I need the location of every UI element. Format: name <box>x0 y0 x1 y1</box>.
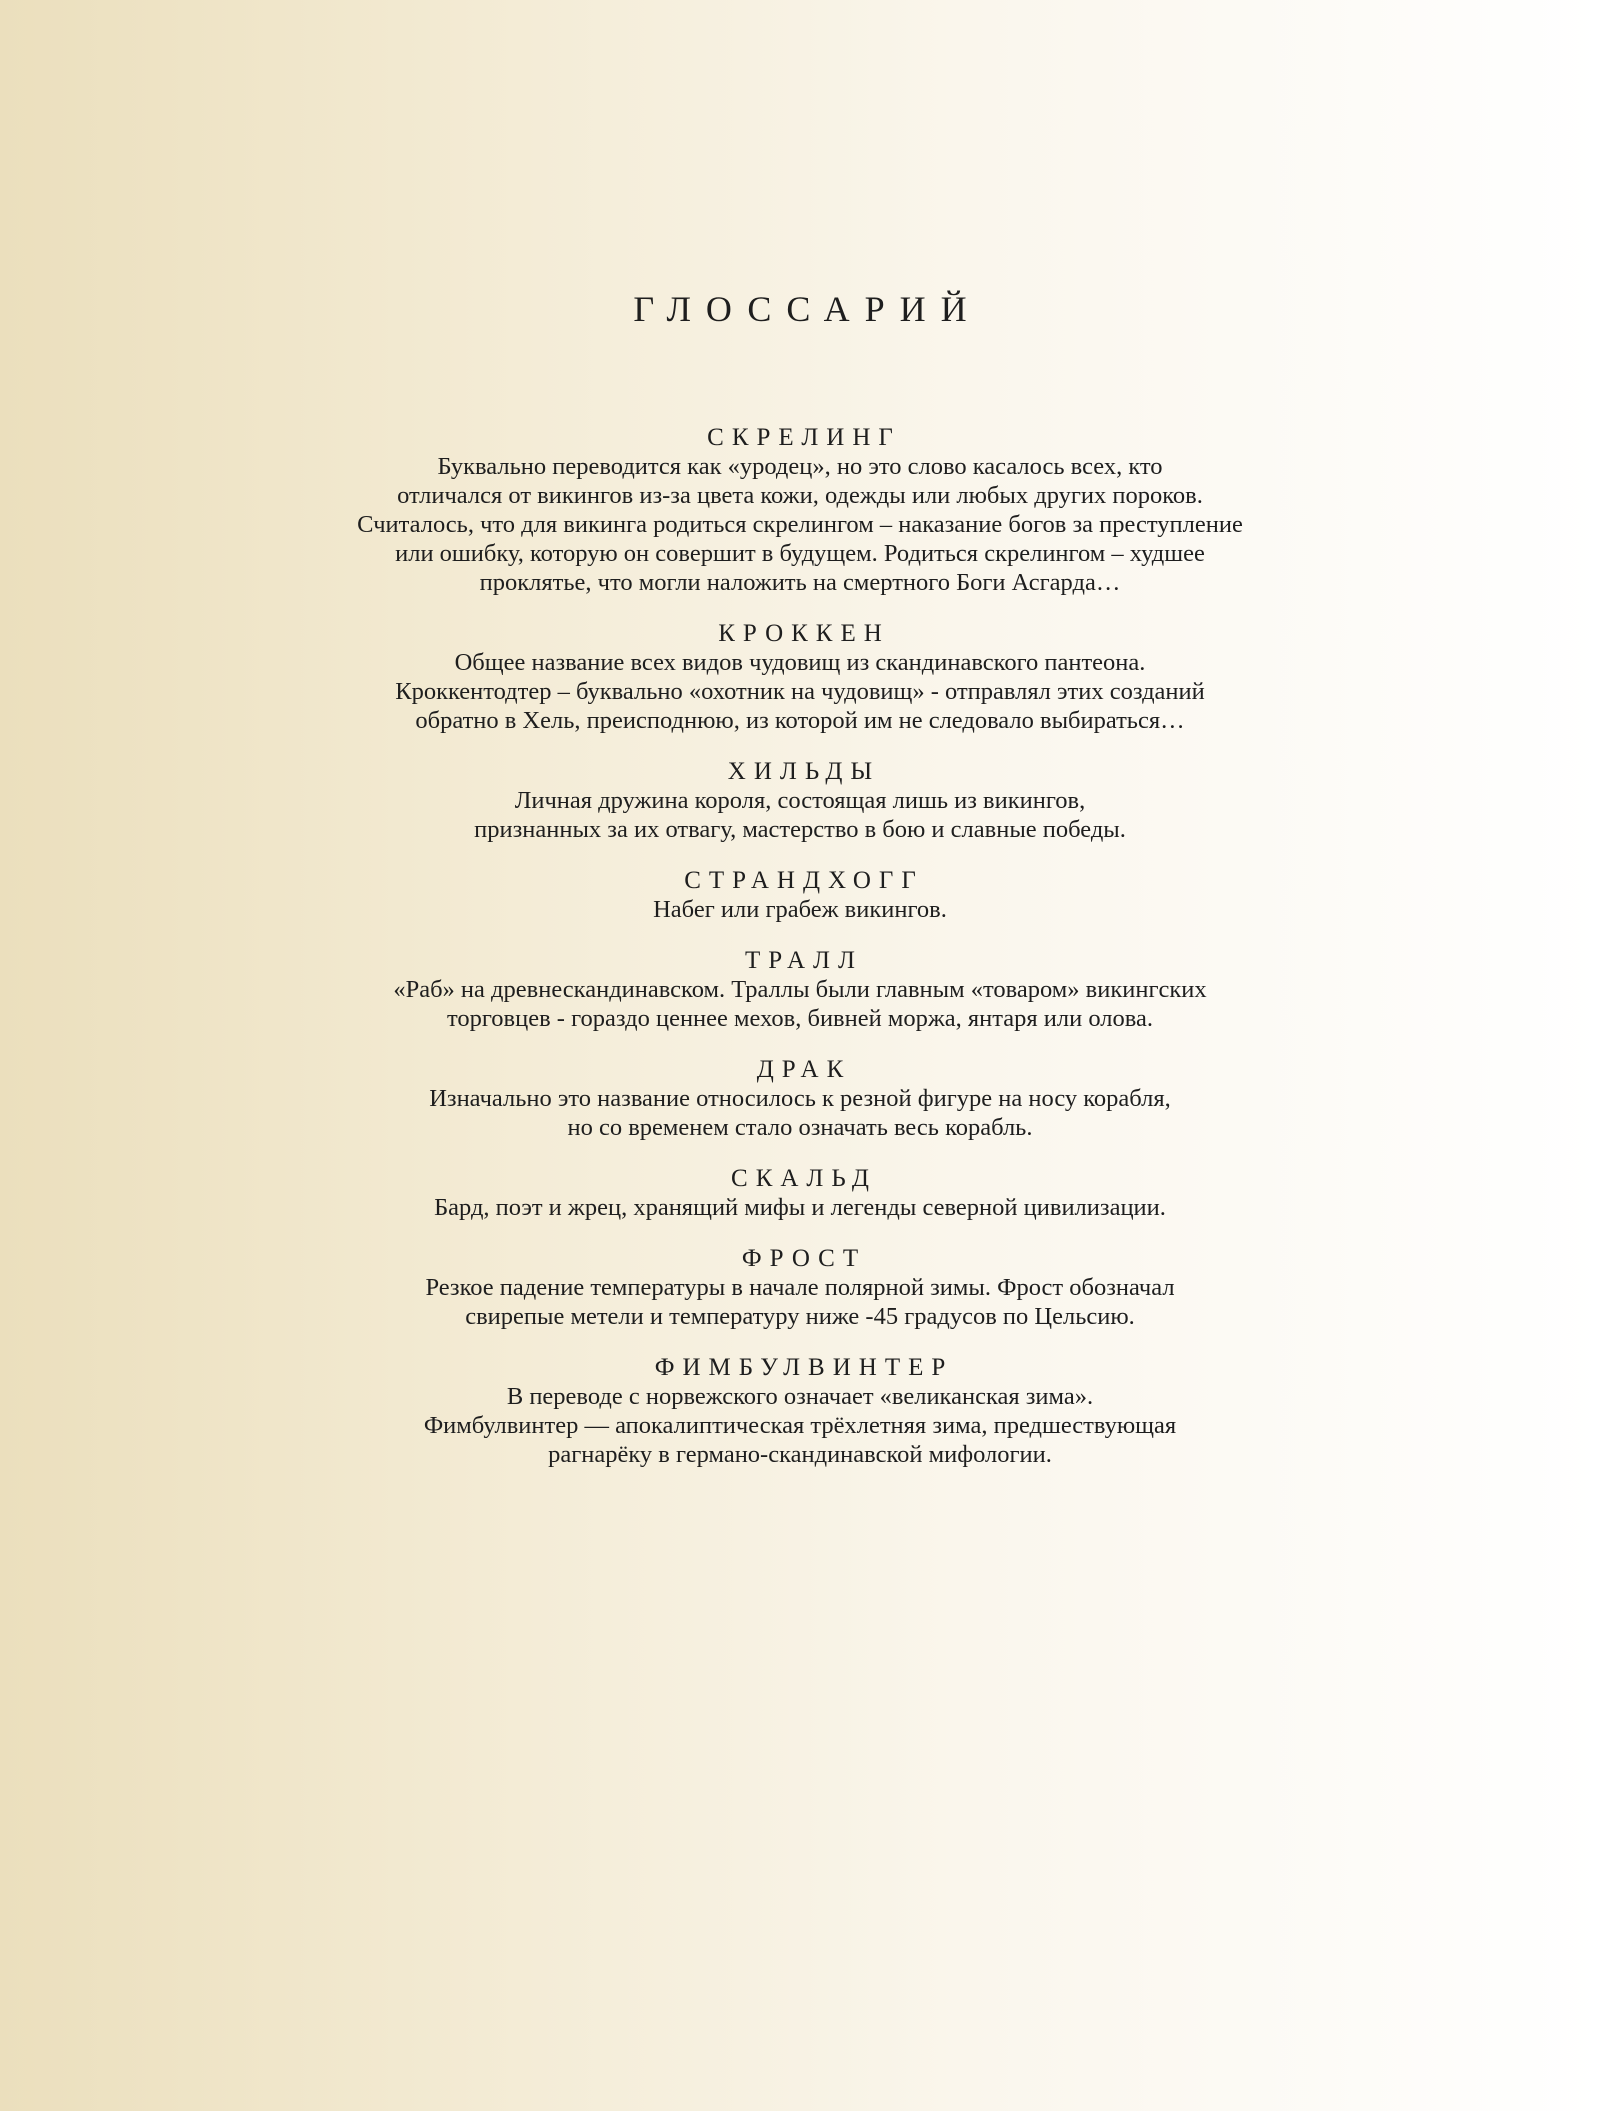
definition-line: признанных за их отвагу, мастерство в бою и славные победы. <box>474 816 1126 843</box>
glossary-term: ТРАЛЛ <box>745 947 863 974</box>
page-title: ГЛОССАРИЙ <box>633 289 982 329</box>
glossary-term: ДРАК <box>756 1056 852 1083</box>
glossary-entry <box>200 1164 1400 1222</box>
definition-line: Кроккентодтер – буквально «охотник на чудовищ» - отправлял этих созданий <box>395 678 1205 705</box>
glossary-term: СТРАНДХОГГ <box>684 867 924 894</box>
glossary-entry <box>200 619 1400 735</box>
glossary-list <box>200 423 1400 1491</box>
glossary-definition <box>200 975 1400 1033</box>
definition-line: рагнарёку в германо-скандинавской мифологии. <box>548 1441 1052 1468</box>
glossary-term: СКРЕЛИНГ <box>707 424 901 451</box>
definition-line: Набег или грабеж викингов. <box>653 896 947 923</box>
definition-line: проклятье, что могли наложить на смертного Боги Асгарда… <box>479 569 1121 596</box>
glossary-entry <box>200 1244 1400 1331</box>
glossary-entry <box>200 757 1400 844</box>
glossary-definition <box>200 648 1400 735</box>
glossary-term: ФИМБУЛВИНТЕР <box>654 1354 954 1381</box>
definition-line: свирепые метели и температуру ниже -45 градусов по Цельсию. <box>465 1303 1135 1330</box>
glossary-definition <box>200 1084 1400 1142</box>
glossary-definition <box>200 1193 1400 1222</box>
glossary-definition <box>200 786 1400 844</box>
definition-line: Общее название всех видов чудовищ из скандинавского пантеона. <box>454 649 1146 676</box>
glossary-entry <box>200 946 1400 1033</box>
definition-line: но со временем стало означать весь корабль. <box>567 1114 1033 1141</box>
glossary-term: ХИЛЬДЫ <box>727 758 881 785</box>
glossary-entry <box>200 1353 1400 1469</box>
glossary-definition <box>200 895 1400 924</box>
definition-line: отличался от викингов из-за цвета кожи, одежды или любых других пороков. <box>397 482 1203 509</box>
glossary-definition <box>200 452 1400 597</box>
definition-line: Бард, поэт и жрец, хранящий мифы и легенды северной цивилизации. <box>434 1194 1166 1221</box>
definition-line: торговцев - гораздо ценнее мехов, бивней моржа, янтаря или олова. <box>446 1005 1154 1032</box>
glossary-term: ФРОСТ <box>741 1245 867 1272</box>
glossary-entry <box>200 866 1400 924</box>
glossary-definition <box>200 1273 1400 1331</box>
definition-line: «Раб» на древнескандинавском. Траллы были главным «товаром» викингских <box>393 976 1207 1003</box>
definition-line: или ошибку, которую он совершит в будущем. Родиться скрелингом – худшее <box>395 540 1205 567</box>
definition-line: Резкое падение температуры в начале полярной зимы. Фрост обозначал <box>425 1274 1175 1301</box>
glossary-definition <box>200 1382 1400 1469</box>
definition-line: Фимбулвинтер — апокалиптическая трёхлетняя зима, предшествующая <box>423 1412 1177 1439</box>
glossary-entry <box>200 1055 1400 1142</box>
definition-line: Буквально переводится как «уродец», но это слово касалось всех, кто <box>437 453 1163 480</box>
glossary-entry <box>200 423 1400 597</box>
glossary-term: СКАЛЬД <box>731 1165 877 1192</box>
definition-line: Считалось, что для викинга родиться скрелингом – наказание богов за преступление <box>357 511 1243 538</box>
glossary-term: КРОККЕН <box>718 620 890 647</box>
definition-line: Личная дружина короля, состоящая лишь из викингов, <box>514 787 1086 814</box>
definition-line: В переводе с норвежского означает «великанская зима». <box>506 1383 1094 1410</box>
definition-line: обратно в Хель, преисподнюю, из которой им не следовало выбираться… <box>415 707 1185 734</box>
definition-line: Изначально это название относилось к резной фигуре на носу корабля, <box>429 1085 1171 1112</box>
